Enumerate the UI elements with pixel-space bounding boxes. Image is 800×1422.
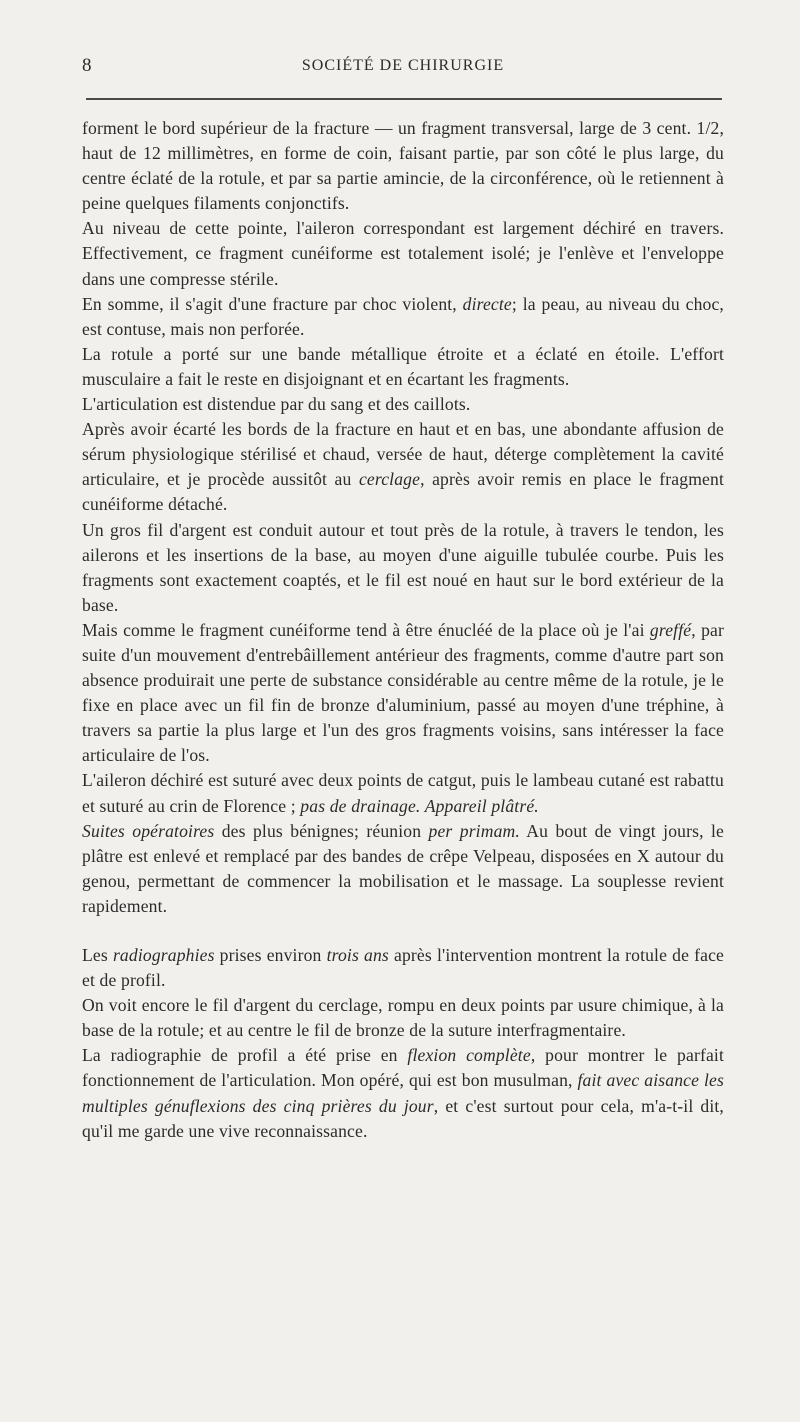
text-run: La rotule a porté sur une bande métallique étroite et a éclaté en étoile. L'effort musculaire a fait le reste en disjoignant et en écartant les fragments. bbox=[82, 343, 724, 389]
italic-text: Suites opératoires bbox=[82, 820, 215, 841]
text-run: L'aileron déchiré est suturé avec deux points de catgut, puis le lambeau cutané est rabattu et suturé au crin de Florence ; bbox=[82, 770, 724, 816]
text-run: La radiographie de profil a été prise en bbox=[82, 1045, 408, 1066]
paragraph bbox=[82, 993, 724, 1043]
text-run: , après avoir remis en place le fragment cunéiforme détaché. bbox=[82, 469, 724, 515]
text-run: forment le bord supérieur de la fracture — un fragment transversal, large de 3 cent. 1/2, haut de 12 millimètres, en forme de coin, faisant partie, par son côté le plus large, du centre éclaté de la rotule, et par sa partie amincie, de la circonférence, où le retiennent à peine quelques filaments conjonctifs. bbox=[82, 118, 724, 214]
paragraph bbox=[82, 116, 724, 216]
text-run: Après avoir écarté les bords de la fracture en haut et en bas, une abondante affusion de sérum physiologique stérilisé et chaud, versée de haut, déterge complètement la cavité articulaire, et je procède aussitôt au bbox=[82, 419, 724, 490]
paragraph bbox=[82, 417, 724, 517]
paragraph bbox=[82, 342, 724, 392]
text-run: des plus bénignes; réunion bbox=[214, 820, 429, 841]
italic-text: fait avec aisance les multiples génuflexions des cinq prières du jour bbox=[82, 1070, 724, 1116]
paragraph bbox=[82, 392, 724, 417]
text-run: après l'intervention montrent la rotule de face et de profil. bbox=[82, 945, 725, 991]
text-run: , pour montrer le parfait fonctionnement de l'articulation. Mon opéré, qui est bon musulman, bbox=[82, 1045, 724, 1091]
italic-text: pas de drainage. Appareil plâtré. bbox=[300, 795, 539, 816]
paragraph bbox=[82, 1043, 724, 1143]
paragraph bbox=[82, 819, 724, 919]
italic-text: cerclage bbox=[358, 469, 421, 490]
text-run: L'articulation est distendue par du sang et des caillots. bbox=[82, 394, 471, 415]
italic-text: radiographies bbox=[112, 945, 215, 965]
paragraph bbox=[82, 618, 724, 769]
italic-text: trois ans bbox=[326, 945, 389, 965]
paragraph bbox=[82, 518, 724, 618]
italic-text: flexion complète bbox=[407, 1045, 531, 1066]
paragraph bbox=[82, 943, 724, 993]
italic-text: per primam. bbox=[428, 820, 520, 841]
text-run: En somme, il s'agit d'une fracture par choc violent, bbox=[82, 293, 463, 314]
header-rule bbox=[86, 98, 722, 100]
text-run: Mais comme le fragment cunéiforme tend à être énucléé de la place où je l'ai bbox=[82, 619, 650, 640]
italic-text: directe bbox=[462, 293, 512, 314]
page-number: 8 bbox=[82, 55, 92, 76]
text-run: prises environ bbox=[214, 945, 327, 965]
text-run: ; la peau, au niveau du choc, est contuse, mais non perforée. bbox=[82, 293, 724, 339]
text-run: , par suite d'un mouvement d'entrebâillement antérieur des fragments, comme d'autre part son absence produirait une perte de substance considérable au centre même de la rotule, je le fixe en place avec un fil fin de bronze d'aluminium, passé au moyen d'une tréphine, à travers sa partie la plus large et l'un des gros fragments voisins, sans intéresser la face articulaire de l'os. bbox=[82, 619, 724, 766]
paragraph bbox=[82, 768, 724, 818]
running-title: SOCIÉTÉ DE CHIRURGIE bbox=[301, 57, 505, 74]
text-run: Les bbox=[82, 945, 113, 965]
text-run: Un gros fil d'argent est conduit autour et tout près de la rotule, à travers le tendon, les ailerons et les insertions de la base, au moyen d'une aiguille tubulée courbe. Puis les fragments sont exactement coaptés, et le fil est noué en haut sur le bord extérieur de la base. bbox=[82, 519, 724, 615]
text-run: Au niveau de cette pointe, l'aileron correspondant est largement déchiré en travers. Effectivement, ce fragment cunéiforme est totalement isolé; je l'enlève et l'enveloppe dans une compresse stérile. bbox=[82, 218, 724, 289]
text-run: , et c'est surtout pour cela, m'a-t-il dit, qu'il me garde une vive reconnaissance. bbox=[82, 1095, 724, 1141]
paragraph bbox=[82, 216, 724, 291]
text-run: On voit encore le fil d'argent du cerclage, rompu en deux points par usure chimique, à la base de la rotule; et au centre le fil de bronze de la suture interfragmentaire. bbox=[82, 995, 724, 1041]
text-run: Au bout de vingt jours, le plâtre est enlevé et remplacé par des bandes de crêpe Velpeau, disposées en X autour du genou, permettant de commencer la mobilisation et le massage. La souplesse revient rapidement. bbox=[82, 820, 724, 916]
italic-text: greffé bbox=[649, 619, 692, 640]
paragraph bbox=[82, 292, 724, 342]
page-header bbox=[82, 52, 724, 80]
body-text bbox=[82, 116, 724, 1144]
